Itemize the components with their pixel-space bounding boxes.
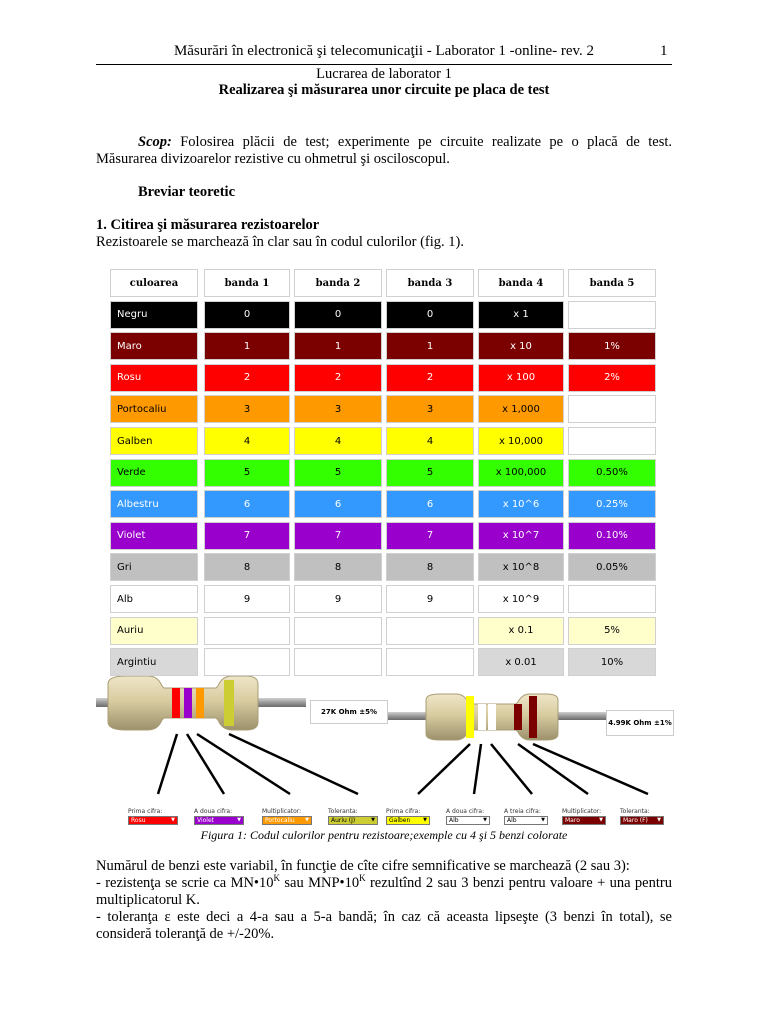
lab-title: Realizarea şi măsurarea unor circuite pe placa de test (218, 82, 550, 98)
table-value-cell: x 10^7 (478, 522, 564, 550)
table-value-cell: 0.50% (568, 459, 656, 487)
table-value-cell: 1% (568, 332, 656, 360)
color-select[interactable] (562, 816, 606, 825)
table-header-cell: banda 2 (294, 269, 382, 297)
color-select[interactable] (194, 816, 244, 825)
breviar-heading: Breviar teoretic (138, 184, 236, 200)
color-band (184, 688, 192, 718)
table-value-cell: 5 (386, 459, 474, 487)
pointer-line (491, 744, 532, 794)
superscript: K (273, 873, 281, 884)
table-value-cell: 8 (204, 553, 290, 581)
table-value-cell: x 0.1 (478, 617, 564, 645)
table-value-cell (204, 617, 290, 645)
selector-label: Prima cifra: (128, 808, 163, 815)
table-value-cell (204, 648, 290, 676)
table-value-cell: 5% (568, 617, 656, 645)
page-number: 1 (660, 43, 668, 59)
table-value-cell (568, 427, 656, 455)
table-value-cell: 0 (204, 301, 290, 329)
table-header-cell: banda 1 (204, 269, 290, 297)
table-value-cell: x 10^9 (478, 585, 564, 613)
figure-1 (96, 676, 672, 826)
chevron-down-icon: ▼ (483, 817, 487, 823)
chevron-down-icon: ▼ (657, 817, 661, 823)
color-band (529, 696, 537, 738)
table-value-cell: x 10 (478, 332, 564, 360)
selector-label: Multiplicator: (262, 808, 302, 815)
table-value-cell: x 0.01 (478, 648, 564, 676)
resistor-illustration (96, 676, 672, 826)
table-value-cell: 2 (204, 364, 290, 392)
running-header: Măsurări în electronică şi telecomunicaţii - Laborator 1 -online- rev. 2 (173, 43, 595, 59)
figure-caption: Figura 1: Codul culorilor pentru rezistoare;exemple cu 4 şi 5 benzi colorate (200, 828, 568, 842)
table-value-cell: 8 (386, 553, 474, 581)
table-value-cell: 5 (204, 459, 290, 487)
selector-label: A doua cifra: (446, 808, 485, 815)
color-select[interactable] (620, 816, 664, 825)
color-name-cell: Violet (110, 522, 198, 550)
table-header-cell: banda 4 (478, 269, 564, 297)
select-value: Maro (565, 817, 580, 824)
color-select[interactable] (328, 816, 378, 825)
color-band (224, 680, 234, 726)
table-value-cell (386, 617, 474, 645)
color-band (478, 704, 486, 730)
select-value: Alb (449, 817, 459, 824)
header-rule (96, 64, 672, 65)
superscript: K (359, 873, 366, 884)
color-name-cell: Alb (110, 585, 198, 613)
table-value-cell: 4 (386, 427, 474, 455)
table-value-cell: 0 (386, 301, 474, 329)
resistor-1-body (108, 676, 258, 730)
color-band (172, 688, 180, 718)
table-value-cell: x 1 (478, 301, 564, 329)
table-value-cell (294, 648, 382, 676)
color-select[interactable] (446, 816, 490, 825)
select-value: Maro (F) (623, 817, 648, 824)
table-value-cell: 5 (294, 459, 382, 487)
section-1-intro: Rezistoarele se marchează în clar sau în codul culorilor (fig. 1). (96, 234, 464, 250)
table-value-cell: 9 (204, 585, 290, 613)
table-value-cell: 4 (204, 427, 290, 455)
color-band (196, 688, 204, 718)
color-name-cell: Portocaliu (110, 395, 198, 423)
color-name-cell: Rosu (110, 364, 198, 392)
scope-label: Scop: (138, 134, 172, 150)
chevron-down-icon: ▼ (423, 817, 427, 823)
color-code-table (110, 266, 660, 674)
table-header-cell: culoarea (110, 269, 198, 297)
paragraph-bands: Numărul de benzi este variabil, în funcţie de cîte cifre semnificative se marchează (2 sau 3): (96, 858, 630, 874)
table-value-cell: 7 (204, 522, 290, 550)
resistor-2-value: 4.99K Ohm ±1% (606, 710, 674, 736)
table-value-cell (294, 617, 382, 645)
color-band (466, 696, 474, 738)
table-header-cell: banda 5 (568, 269, 656, 297)
color-select[interactable] (504, 816, 548, 825)
color-select[interactable] (262, 816, 312, 825)
table-value-cell: 0 (294, 301, 382, 329)
text-run: rezultînd 2 sau 3 benzi pentru valoare + una pentru multiplicatorul K. (96, 875, 672, 908)
color-name-cell: Maro (110, 332, 198, 360)
table-value-cell: 6 (204, 490, 290, 518)
table-value-cell: 8 (294, 553, 382, 581)
table-value-cell: 0.10% (568, 522, 656, 550)
color-select[interactable] (386, 816, 430, 825)
table-value-cell: 6 (386, 490, 474, 518)
text-run: sau MNP•10 (280, 875, 360, 891)
table-value-cell: 2% (568, 364, 656, 392)
pointer-line (158, 734, 177, 794)
selector-label: Toleranta: (328, 808, 358, 815)
color-name-cell: Albestru (110, 490, 198, 518)
table-value-cell: 3 (386, 395, 474, 423)
table-header-cell: banda 3 (386, 269, 474, 297)
table-value-cell: x 100 (478, 364, 564, 392)
pointer-line (197, 734, 290, 794)
color-band (488, 704, 496, 730)
color-name-cell: Negru (110, 301, 198, 329)
select-value: Violet (197, 817, 215, 824)
table-value-cell: 0.25% (568, 490, 656, 518)
color-name-cell: Galben (110, 427, 198, 455)
selector-label: A treia cifra: (504, 808, 541, 815)
table-value-cell (568, 395, 656, 423)
table-value-cell: 3 (204, 395, 290, 423)
select-value: Auriu (J) (331, 817, 356, 824)
pointer-line (229, 734, 358, 794)
resistor-1-value: 27K Ohm ±5% (310, 700, 388, 724)
chevron-down-icon: ▼ (305, 817, 309, 823)
select-value: Alb (507, 817, 517, 824)
lab-number: Lucrarea de laborator 1 (316, 66, 452, 82)
pointer-line (187, 734, 224, 794)
scope-paragraph (96, 134, 672, 168)
table-value-cell: x 100,000 (478, 459, 564, 487)
chevron-down-icon: ▼ (237, 817, 241, 823)
scope-text: Folosirea plăcii de test; experimente pe circuite realizate pe o placă de test. Măsurarea divizoarelor rezistive cu ohmetrul şi osciloscopul. (96, 134, 672, 167)
table-value-cell: 9 (386, 585, 474, 613)
table-value-cell (568, 585, 656, 613)
table-value-cell: x 1,000 (478, 395, 564, 423)
table-value-cell: 7 (294, 522, 382, 550)
pointer-line (418, 744, 470, 794)
pointer-line (533, 744, 648, 794)
text-run: - rezistenţa se scrie ca MN•10 (96, 875, 274, 891)
table-value-cell: x 10^8 (478, 553, 564, 581)
table-value-cell: 0.05% (568, 553, 656, 581)
chevron-down-icon: ▼ (599, 817, 603, 823)
selector-label: Toleranta: (620, 808, 650, 815)
table-value-cell: 1 (386, 332, 474, 360)
color-select[interactable] (128, 816, 178, 825)
pointer-line (474, 744, 481, 794)
paragraph-tolerance: - toleranţa ε este deci a 4-a sau a 5-a bandă; în caz că aceasta lipseşte (3 benzi în total), se consideră toleranţă de +/-20%. (96, 909, 672, 942)
select-value: Portocaliu (265, 817, 295, 824)
color-name-cell: Gri (110, 553, 198, 581)
table-value-cell: x 10^6 (478, 490, 564, 518)
section-1-title: 1. Citirea şi măsurarea rezistoarelor (96, 217, 320, 233)
chevron-down-icon: ▼ (541, 817, 545, 823)
table-value-cell: 3 (294, 395, 382, 423)
selector-label: A doua cifra: (194, 808, 233, 815)
paragraph-resistance (96, 875, 672, 909)
select-value: Galben (389, 817, 411, 824)
table-value-cell: 6 (294, 490, 382, 518)
table-value-cell (568, 301, 656, 329)
table-value-cell: 7 (386, 522, 474, 550)
table-value-cell: 2 (386, 364, 474, 392)
table-value-cell (386, 648, 474, 676)
table-value-cell: 9 (294, 585, 382, 613)
table-value-cell: 1 (294, 332, 382, 360)
color-name-cell: Auriu (110, 617, 198, 645)
table-value-cell: 1 (204, 332, 290, 360)
color-name-cell: Verde (110, 459, 198, 487)
color-name-cell: Argintiu (110, 648, 198, 676)
chevron-down-icon: ▼ (371, 817, 375, 823)
chevron-down-icon: ▼ (171, 817, 175, 823)
select-value: Rosu (131, 817, 146, 824)
color-band (514, 704, 522, 730)
selector-label: Multiplicator: (562, 808, 602, 815)
selector-label: Prima cifra: (386, 808, 421, 815)
table-value-cell: 10% (568, 648, 656, 676)
table-value-cell: 2 (294, 364, 382, 392)
table-value-cell: 4 (294, 427, 382, 455)
table-value-cell: x 10,000 (478, 427, 564, 455)
